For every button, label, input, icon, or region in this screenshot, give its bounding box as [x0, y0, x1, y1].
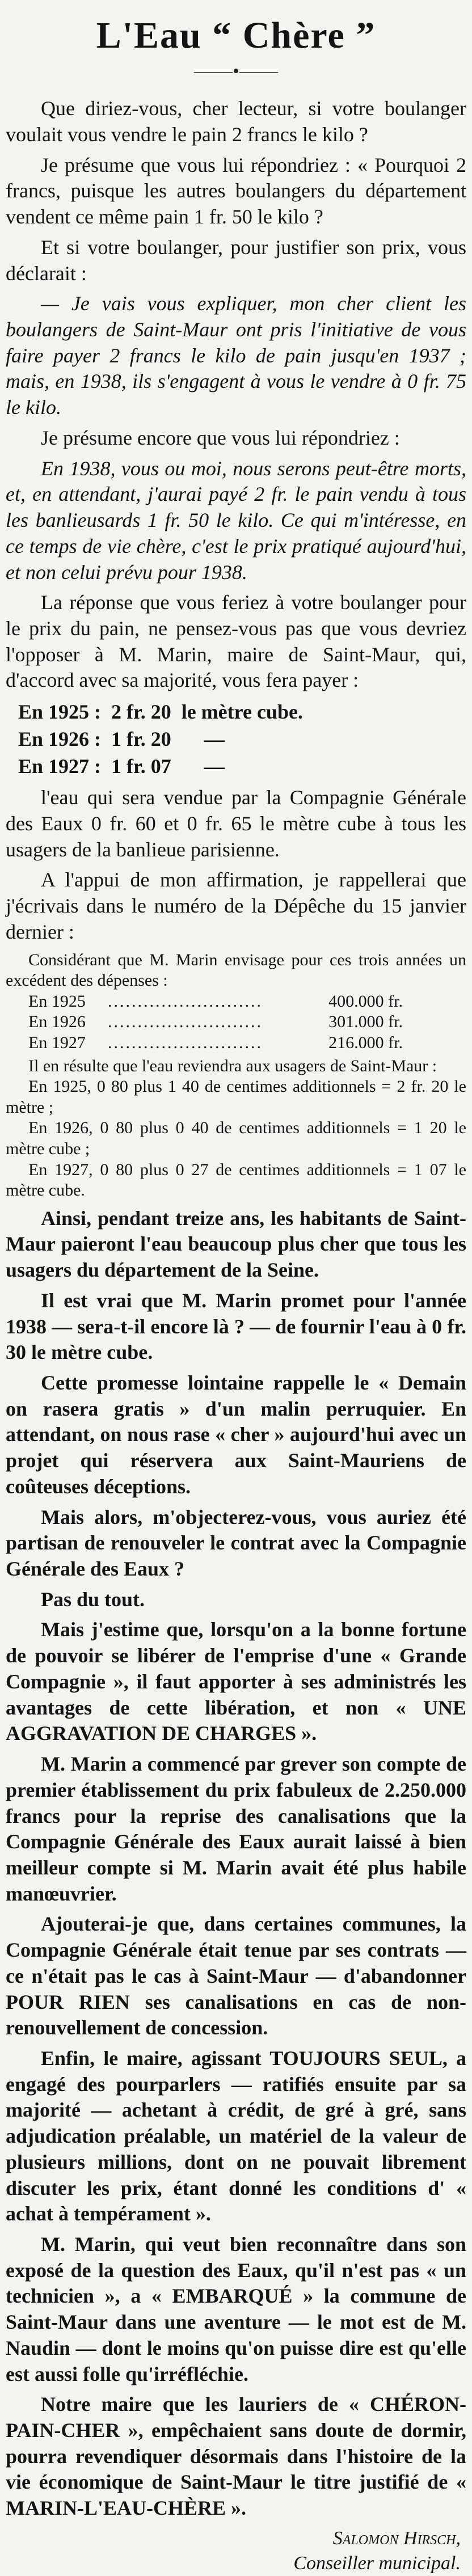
paragraph-6: En 1938, vous ou moi, nous serons peut-être morts, et, en attendant, j'aurai payé 2 fr. le pain vendu à tous les banlieusards 1 fr. 50 le kilo. Ce qui m'intéresse, en ce temps de vie chère, c'est le prix pratiqué aujourd'hui, et non celui prévu pour 1938. — [6, 457, 466, 584]
article-column — [6, 0, 466, 2576]
expense-row — [28, 991, 403, 1012]
price-unit: — — [204, 727, 225, 750]
expense-leader: .......................... — [108, 1012, 263, 1032]
price-unit: — — [204, 754, 225, 778]
expense-leader: .......................... — [108, 991, 263, 1011]
price-value: 1 fr. 20 — [111, 727, 171, 750]
paragraph-8: l'eau qui sera vendue par la Compagnie Générale des Eaux 0 fr. 60 et 0 fr. 65 le mètre cube à tous les usagers de la banlieue parisienne. — [6, 786, 466, 861]
price-row — [18, 754, 312, 780]
price-table — [17, 698, 313, 780]
paragraph-14: Pas du tout. — [41, 1587, 145, 1611]
paragraph-2: Je présume que vous lui répondriez : « Pourquoi 2 francs, puisque les autres boulangers du département vendent ce même pain 1 fr. 50 le kilo ? — [6, 153, 466, 229]
paragraph-10: Ainsi, pendant treize ans, les habitants de Saint-Maur paieront l'eau beaucoup plus cher que tous les usagers du département de la Seine. — [6, 1206, 466, 1282]
signature-role: Conseiller municipal. — [293, 2553, 461, 2574]
paragraph-12: Cette promesse lointaine rappelle le « Demain on rasera gratis » d'un malin perruquier. En attendant, on nous rase « cher » aujourd'hui avec un projet qui réservera aux Saint-Mauriens de coûteuses déceptions. — [6, 1371, 466, 1498]
quoted-excerpt — [6, 950, 466, 1201]
paragraph-4: — Je vais vous expliquer, mon cher client les boulangers de Saint-Maur ont pris l'initiative de vous faire payer 2 francs le kilo de pain jusqu'en 1937 ; mais, en 1938, ils s'engagent à vous le vendre à 0 fr. 75 le kilo. — [6, 292, 466, 419]
expense-row — [28, 1033, 403, 1054]
signature-block — [6, 2526, 466, 2576]
paragraph-18: Enfin, le maire, agissant TOUJOURS SEUL, a engagé des pourparlers — ratifiés ensuite par sa majorité — achetant à crédit, de gré à gré, sans adjudication préalable, un matériel de la valeur de plusieurs millions, dont on ne pouvait librement discuter les prix, étant donné les conditions d' « achat à tempérament ». — [6, 2046, 466, 2226]
price-row — [18, 727, 312, 753]
title-ornament: ——•—— — [194, 61, 278, 82]
article-title: L'Eau “ Chère ” — [96, 15, 376, 56]
price-value: 1 fr. 07 — [111, 754, 171, 778]
expense-year: En 1925 — [28, 991, 86, 1011]
paragraph-16: M. Marin a commencé par grever son compte de premier établissement du prix fabuleux de 2.250.000 francs pour la reprise des canalisations que la Compagnie Générale des Eaux aurait laissé à bien meilleur compte si M. Marin avait été plus habile manœuvrier. — [6, 1752, 466, 1905]
price-year: En 1926 : — [18, 727, 102, 750]
expense-amount: 216.000 fr. — [328, 1033, 403, 1052]
expense-row — [28, 1012, 403, 1033]
expense-leader: .......................... — [108, 1033, 263, 1052]
price-value: 2 fr. 20 — [111, 700, 171, 724]
price-year: En 1927 : — [18, 754, 102, 778]
quote-result: Il en résulte que l'eau reviendra aux usagers de Saint-Maur : — [28, 1056, 437, 1075]
expense-amount: 301.000 fr. — [328, 1012, 403, 1032]
paragraph-1: Que diriez-vous, cher lecteur, si votre boulanger voulait vous vendre le pain 2 francs le kilo ? — [6, 97, 466, 146]
quote-entry: En 1925, 0 80 plus 1 40 de centimes additionnels = 2 fr. 20 le mètre ; — [6, 1077, 466, 1117]
expense-amount: 400.000 fr. — [328, 991, 403, 1011]
quote-intro: Considérant que M. Marin envisage pour ces trois années un excédent des dépenses : — [6, 950, 466, 990]
paragraph-7: La réponse que vous feriez à votre boulanger pour le prix du pain, ne pensez-vous pas que vous devriez l'opposer à M. Marin, maire de Saint-Maur, qui, d'accord avec sa majorité, vous fera payer : — [6, 591, 466, 692]
expense-year: En 1927 — [28, 1033, 86, 1052]
paragraph-20: Notre maire que les lauriers de « CHÉRON-PAIN-CHER », empêchaient sans doute de dormir, pourra revendiquer désormais dans l'histoire de la vie économique de Saint-Maur le titre justifié de « MARIN-L'EAU-CHÈRE ». — [6, 2393, 466, 2520]
quote-entry: En 1927, 0 80 plus 0 27 de centimes additionnels = 1 07 le mètre cube. — [6, 1160, 466, 1200]
expense-table — [28, 991, 403, 1054]
paragraph-3: Et si votre boulanger, pour justifier son prix, vous déclarait : — [6, 235, 466, 285]
paragraph-9: A l'appui de mon affirmation, je rappellerai que j'écrivais dans le numéro de la Dépêche du 15 janvier dernier : — [6, 868, 466, 943]
price-row — [18, 699, 312, 725]
price-year: En 1925 : — [18, 700, 102, 724]
expense-year: En 1926 — [28, 1012, 86, 1032]
paragraph-13: Mais alors, m'objecterez-vous, vous auriez été partisan de renouveler le contrat avec la Compagnie Générale des Eaux ? — [6, 1505, 466, 1581]
paragraph-11: Il est vrai que M. Marin promet pour l'année 1938 — sera-t-il encore là ? — de fournir l'eau à 0 fr. 30 le mètre cube. — [6, 1289, 466, 1364]
paragraph-17: Ajouterai-je que, dans certaines communes, la Compagnie Générale était tenue par ses contrats — ce n'était pas le cas à Saint-Maur — d'abandonner POUR RIEN ses canalisations en cas de non-renouvellement de concession. — [6, 1912, 466, 2039]
signature-name: Salomon Hirsch, — [332, 2527, 461, 2549]
paragraph-15: Mais j'estime que, lorsqu'on a la bonne fortune de pouvoir se libérer de l'emprise d'une « Grande Compagnie », il faut apporter à ses administrés les avantages de cette libération, et non « UNE AGGRAVATION DE CHARGES ». — [6, 1618, 466, 1745]
price-unit: le mètre cube. — [181, 700, 303, 724]
paragraph-19: M. Marin, qui veut bien reconnaître dans son exposé de la question des Eaux, qu'il n'est pas « un technicien », a « EMBARQUÉ » la commune de Saint-Maur dans une aventure — le mot est de M. Naudin — dont le moins qu'on puisse dire est qu'elle est aussi folle qu'irréfléchie. — [6, 2233, 466, 2385]
quote-entry: En 1926, 0 80 plus 0 40 de centimes additionnels = 1 20 le mètre cube ; — [6, 1118, 466, 1158]
paragraph-5: Je présume encore que vous lui répondriez : — [41, 426, 400, 449]
